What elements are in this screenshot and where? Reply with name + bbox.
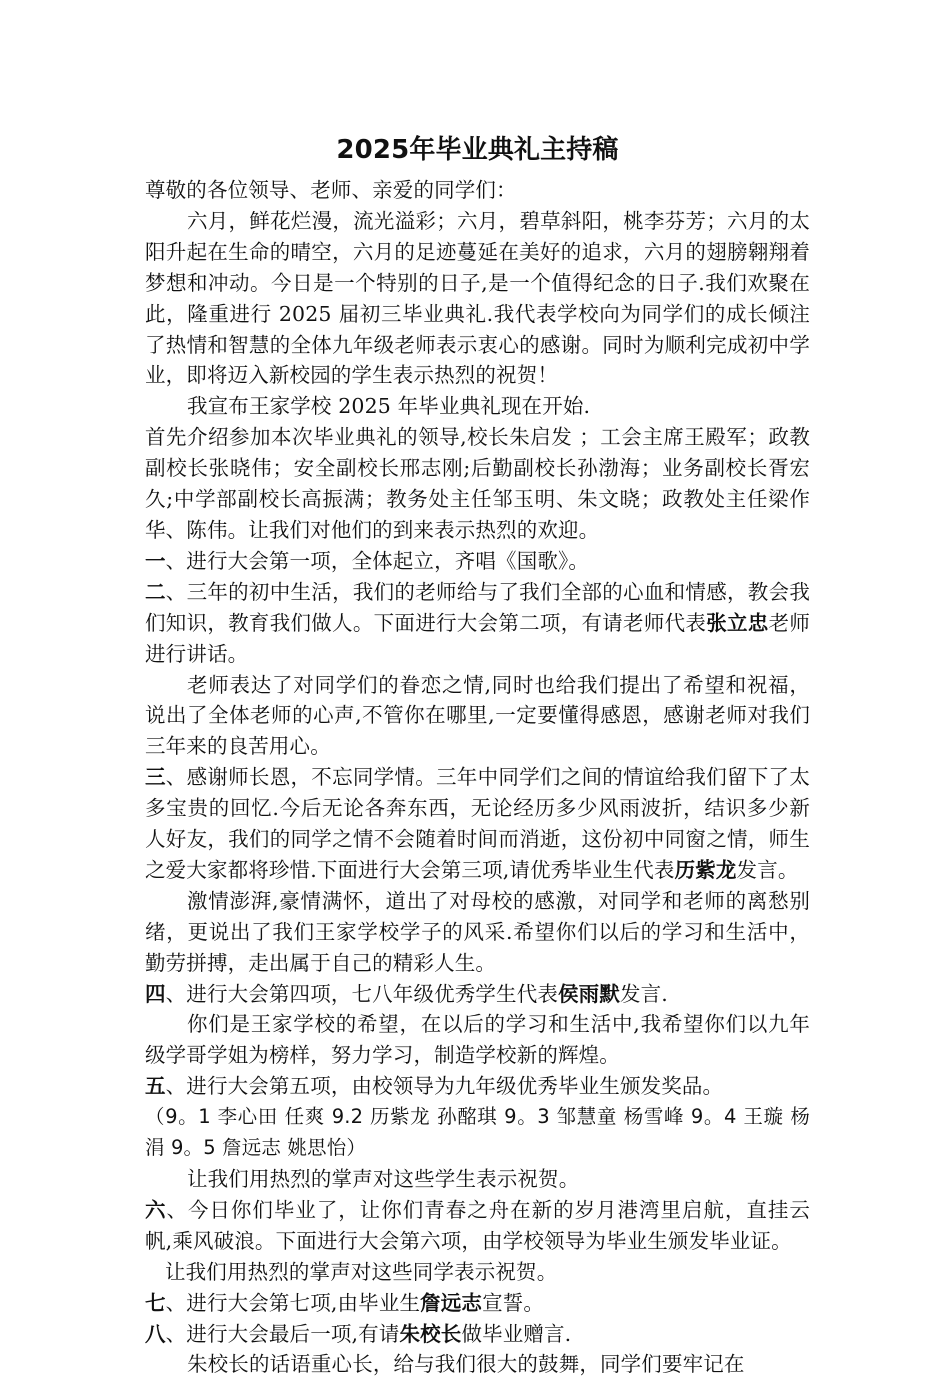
opening-paragraph: 六月，鲜花烂漫，流光溢彩；六月，碧草斜阳，桃李芬芳；六月的太阳升起在生命的晴空，六月的足迹蔓延在美好的追求，六月的翅膀翱翔着梦想和冲动。今日是一个特别的日子,是一个值得纪念的日子.我们欢聚在此，隆重进行 2025 届初三毕业典礼.我代表学校向为同学们的成长倾注了热情和智慧的全体九年级老师表示衷心的感谢。同时为顺利完成初中学业，即将迈入新校园的学生表示热烈的祝贺！ [145,208,810,388]
section-4-follow: 你们是王家学校的希望，在以后的学习和生活中,我希望你们以九年级学哥学姐为榜样，努力学习，制造学校新的辉煌。 [145,1012,810,1068]
section-5-text: 、进行大会第五项，由校领导为九年级优秀毕业生颁发奖品。 [165,1074,724,1099]
section-6-text: 、今日你们毕业了，让你们青春之舟在新的岁月港湾里启航，直挂云帆,乘风破浪。下面进行大会第六项，由学校领导为毕业生颁发毕业证。 [145,1197,810,1253]
section-3 [145,762,810,886]
leaders-paragraph: 首先介绍参加本次毕业典礼的领导,校长朱启发 ；工会主席王殿军；政教副校长张晓伟；安全副校长邢志刚;后勤副校长孙渤海；业务副校长胥宏久;中学部副校长高振满；教务处主任邹玉明、朱文晓；政教处主任梁作华、陈伟。让我们对他们的到来表示热烈的欢迎。 [145,425,810,542]
section-5-follow: 让我们用热烈的掌声对这些学生表示祝贺。 [187,1167,580,1191]
section-1-number: 一 [145,548,166,573]
section-4-text: 、进行大会第四项，七八年级优秀学生代表 [165,981,559,1006]
announce-paragraph: 我宣布王家学校 2025 年毕业典礼现在开始. [187,394,591,419]
section-5 [145,1071,810,1102]
section-8-follow: 朱校长的话语重心长，给与我们很大的鼓舞，同学们要牢记在 [187,1352,745,1377]
section-3-text: 、感谢师长恩，不忘同学情。三年中同学们之间的情谊给我们留下了太多宝贵的回忆.今后无论各奔东西，无论经历多少风雨波折，结识多少新人好友，我们的同学之情不会随着时间而消逝，这份初中同窗之情，师生之爱大家都将珍惜.下面进行大会第三项,请优秀毕业生代表 [145,765,810,882]
section-4-speaker: 侯雨默 [558,981,620,1006]
section-4 [145,979,810,1010]
section-4-number: 四 [145,981,166,1006]
section-8-text: 、进行大会最后一项,有请 [165,1321,400,1346]
section-7-number: 七 [145,1290,166,1315]
section-8-number: 八 [145,1321,166,1346]
salutation: 尊敬的各位领导、老师、亲爱的同学们： [145,178,517,202]
section-7 [145,1288,810,1319]
section-2-text-end: 老师进行讲话。 [145,610,810,666]
section-2-speaker: 张立忠 [706,610,769,635]
section-6-number: 六 [145,1197,167,1222]
section-7-text-end: 宣誓。 [482,1290,545,1315]
section-8-text-end: 做毕业赠言. [461,1321,572,1346]
section-3-text-end: 发言。 [736,857,799,882]
section-3-number: 三 [145,765,166,790]
section-2 [145,577,810,670]
document-body [145,133,810,1380]
section-8 [145,1319,810,1350]
document-title: 2025年毕业典礼主持稿 [336,135,619,165]
section-2-number: 二 [145,579,166,604]
section-7-text: 、进行大会第七项,由毕业生 [165,1290,421,1315]
section-3-follow: 激情澎湃,豪情满怀，道出了对母校的感激，对同学和老师的离愁别绪，更说出了我们王家学校学子的风采.希望你们以后的学习和生活中，勤劳拼搏，走出属于自己的精彩人生。 [145,888,810,975]
section-7-speaker: 詹远志 [420,1290,483,1315]
section-6 [145,1195,810,1257]
section-8-speaker: 朱校长 [399,1321,462,1346]
section-6-follow: 让我们用热烈的掌声对这些同学表示祝贺。 [165,1259,558,1284]
section-2-text: 、三年的初中生活，我们的老师给与了我们全部的心血和情感，教会我们知识，教育我们做人。下面进行大会第二项，有请老师代表 [145,579,810,635]
section-1-text: 、进行大会第一项，全体起立，齐唱《国歌》。 [165,548,590,573]
award-list: （9。1 李心田 任爽 9.2 历紫龙 孙酩琪 9。3 邹慧童 杨雪峰 9。4 王璇 杨涓 9。5 詹远志 姚思怡） [145,1105,810,1160]
section-4-text-end: 发言. [619,981,668,1006]
section-2-follow: 老师表达了对同学们的眷恋之情,同时也给我们提出了希望和祝福，说出了全体老师的心声,不管你在哪里,一定要懂得感恩，感谢老师对我们三年来的良苦用心。 [145,672,810,759]
section-5-number: 五 [145,1074,166,1099]
section-1 [145,546,810,577]
section-3-speaker: 历紫龙 [674,857,737,882]
